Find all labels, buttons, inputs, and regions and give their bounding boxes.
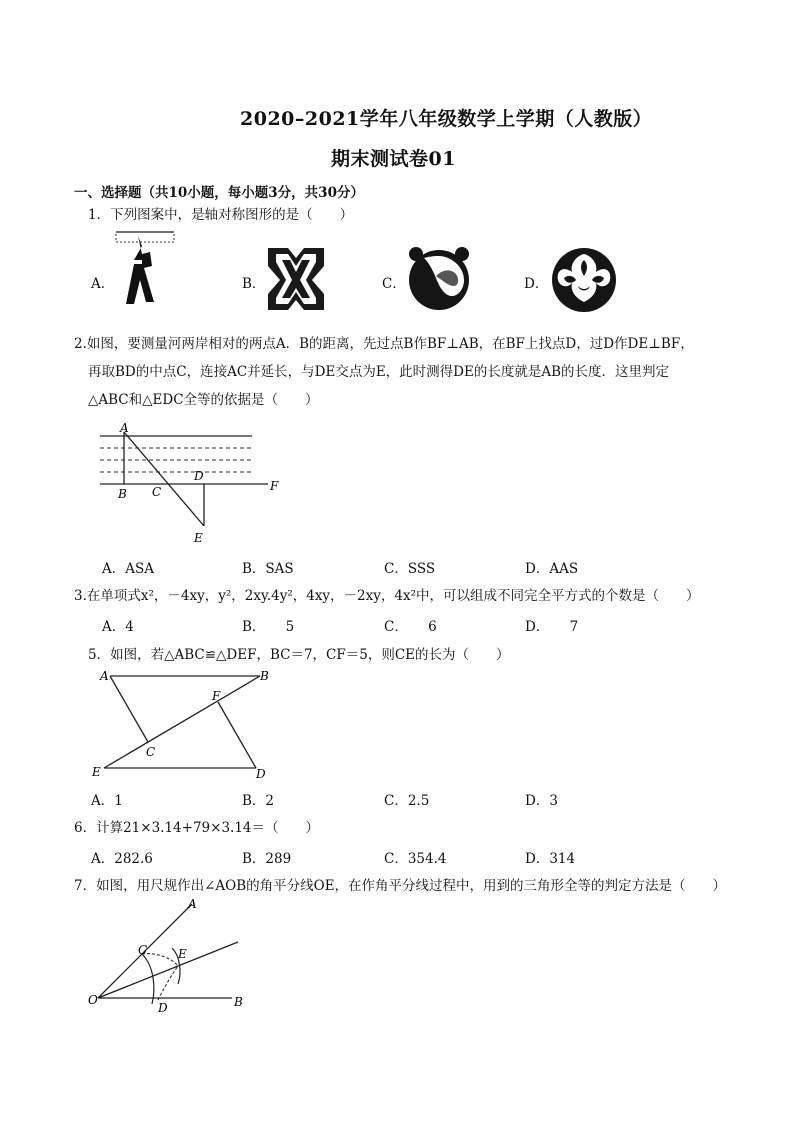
- label-a: A: [188, 897, 197, 911]
- label-b: B: [260, 669, 269, 683]
- q2-option-a: A．ASA: [102, 561, 154, 577]
- question-7-text: 7．如图，用尺规作出∠AOB的角平分线OE，在作角平分线过程中，用到的三角形全等的判定方法是（ ）: [74, 878, 727, 894]
- label-f: F: [212, 689, 221, 703]
- question-2-line-2: 再取BD的中点C，连接AC并延长，与DE交点为E，此时测得DE的长度就是AB的长度．这里判定: [88, 364, 670, 380]
- section-heading: 一、选择题（共10小题，每小题3分，共30分）: [74, 185, 364, 201]
- label-d: D: [194, 469, 204, 483]
- q3-option-c: C． 6: [384, 619, 437, 635]
- label-a: A: [100, 669, 109, 683]
- segment-be: [104, 676, 260, 768]
- question-2-line-1: 2.如图，要测量河两岸相对的两点A．B的距离，先过点B作BF⊥AB，在BF上找点D，过D作DE⊥BF，: [74, 336, 694, 352]
- ray-oe: [98, 942, 238, 998]
- label-b: B: [234, 995, 243, 1009]
- q2-option-b: B．SAS: [242, 561, 294, 577]
- question-6-text: 6．计算21×3.14+79×3.14＝（ ）: [74, 820, 319, 836]
- q6-option-b: B．289: [242, 851, 292, 867]
- exam-subtitle: 期末测试卷01: [331, 148, 456, 170]
- q1-option-a-figure: [112, 230, 178, 312]
- question-1-text: 1．下列图案中，是轴对称图形的是（ ）: [88, 207, 354, 223]
- arc-from-c: [142, 954, 178, 966]
- q5-option-b: B．2: [242, 793, 275, 809]
- q5-triangles-figure: [88, 664, 284, 784]
- q5-option-d: D．3: [525, 793, 558, 809]
- label-b: B: [118, 487, 127, 501]
- label-c: C: [152, 485, 162, 499]
- arc-from-d: [158, 966, 178, 1000]
- q2-option-d: D．AAS: [525, 561, 579, 577]
- q6-option-c: C．354.4: [384, 851, 447, 867]
- segment-fd: [218, 702, 256, 768]
- q1-option-c-label: C．: [382, 276, 406, 292]
- question-2-line-3: △ABC和△EDC全等的依据是（ ）: [88, 392, 319, 408]
- label-d: D: [158, 1001, 168, 1015]
- label-f: F: [270, 479, 279, 493]
- q2-option-c: C．SSS: [384, 561, 436, 577]
- q3-option-a: A．4: [102, 619, 134, 635]
- label-e: E: [178, 947, 187, 961]
- label-e: E: [194, 531, 203, 545]
- q3-option-d: D． 7: [525, 619, 579, 635]
- q1-option-b-label: B．: [242, 276, 266, 292]
- q6-option-a: A．282.6: [91, 851, 153, 867]
- q1-option-a-label: A．: [91, 276, 115, 292]
- q7-angle-bisector-figure: [84, 892, 264, 1022]
- question-3-text: 3.在单项式x²，－4xy，y²，2xy.4y²，4xy，－2xy，4x²中，可以组成不同完全平方式的个数是（ ）: [74, 588, 700, 604]
- label-d: D: [256, 767, 266, 781]
- label-c: C: [146, 745, 156, 759]
- label-c: C: [138, 943, 148, 957]
- segment-ac: [110, 676, 148, 742]
- segment-ae: [124, 432, 204, 526]
- label-a: A: [120, 421, 129, 435]
- question-5-text: 5．如图，若△ABC≌△DEF，BC＝7，CF＝5，则CE的长为（ ）: [88, 647, 510, 663]
- q6-option-d: D．314: [525, 851, 576, 867]
- label-o: O: [88, 993, 98, 1007]
- q1-option-c-figure: [406, 246, 472, 312]
- label-e: E: [92, 765, 101, 779]
- q5-option-c: C．2.5: [384, 793, 430, 809]
- q2-river-figure: [92, 418, 292, 550]
- q1-option-d-figure: [550, 246, 618, 314]
- q3-option-b: B． 5: [242, 619, 295, 635]
- q1-option-b-figure: [266, 246, 326, 312]
- exam-title: 2020–2021学年八年级数学上学期（人教版）: [240, 108, 653, 130]
- q1-option-d-label: D．: [524, 276, 549, 292]
- q5-option-a: A．1: [91, 793, 123, 809]
